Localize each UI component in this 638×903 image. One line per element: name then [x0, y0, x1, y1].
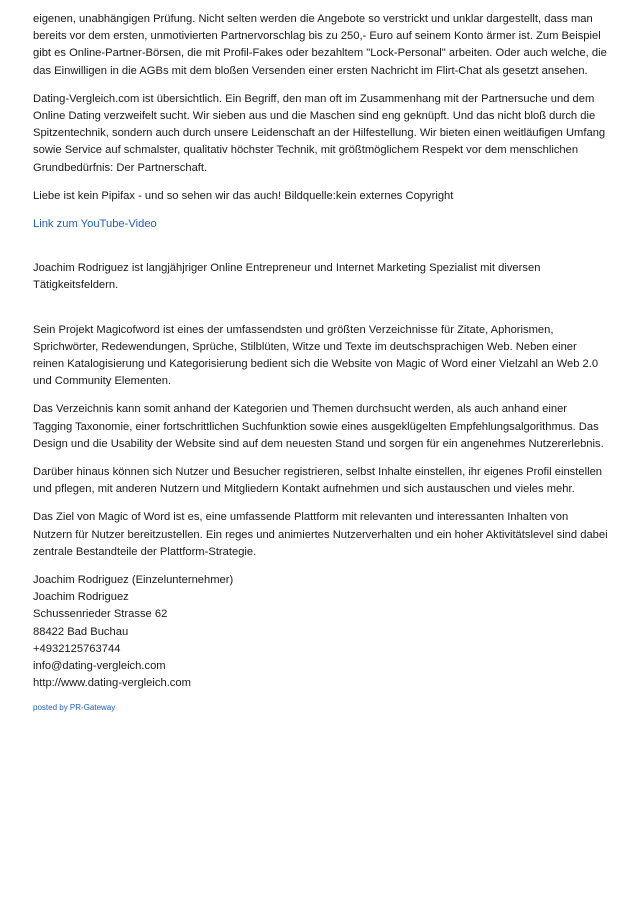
- contact-city: 88422 Bad Buchau: [33, 625, 129, 638]
- youtube-link-paragraph: [33, 216, 608, 233]
- contact-block: [33, 572, 608, 692]
- contact-street: Schussenrieder Strasse 62: [33, 608, 168, 621]
- paragraph-liebe: Liebe ist kein Pipifax - und so sehen wir das auch! Bildquelle:kein externes Copyright: [33, 189, 454, 202]
- paragraph-dating-vergleich: Dating-Vergleich.com ist übersichtlich. Ein Begriff, den man oft im Zusammenhang mit der Partnersuche und dem Online Dating verzweifelt sucht. Wir sieben aus und die Maschen sind eng geknüpft. Und das nicht bloß durch die Spitzentechnik, sondern auch durch unsere Leidenschaft an der Hilfestellung. Wir bieten einen weitläufigen Umfang sowie Service auf schmalster, qualitativ höchster Technik, mit größtmöglichem Respekt vor dem menschlichen Grundbedürfnis: Der Partnerschaft.: [33, 92, 606, 174]
- contact-email: info@dating-vergleich.com: [33, 660, 166, 673]
- posted-by-link[interactable]: posted by PR-Gateway: [33, 702, 116, 712]
- document-page: [33, 11, 608, 714]
- youtube-video-link[interactable]: Link zum YouTube-Video: [33, 218, 157, 231]
- contact-phone: +4932125763744: [33, 642, 121, 655]
- paragraph-magicofword: Sein Projekt Magicofword ist eines der umfassendsten und größten Verzeichnisse für Zitate, Aphorismen, Sprichwörter, Redewendungen, Sprüche, Stilblüten, Witze und Texte im deutschsprachigen Web. Neben einer reinen Katalogisierung und Kategorisierung bedient sich die Website von Magic of Word einer Vielzahl an Web 2.0 und Community Elementen.: [33, 323, 599, 388]
- contact-company: Joachim Rodriguez (Einzelunternehmer): [33, 574, 234, 587]
- paragraph-pruefung: eigenen, unabhängigen Prüfung. Nicht selten werden die Angebote so verstrickt und unklar dargestellt, dass man bereits vor dem ersten, unmotivierten Partnervorschlag bis zu 250,- Euro auf seinem Konto ärmer ist. Zum Beispiel gibt es Online-Partner-Börsen, die mit Profil-Fakes oder bezahltem "Lock-Personal" arbeiten. Oder auch welche, die das Einwilligen in die AGBs mit dem bloßen Versenden einer ersten Nachricht im Flirt-Chat als gesetzt ansehen.: [33, 13, 607, 77]
- paragraph-nutzer: Darüber hinaus können sich Nutzer und Besucher registrieren, selbst Inhalte einstellen, ihr eigenes Profil einstellen und pflegen, mit anderen Nutzern und Mitgliedern Kontakt aufnehmen und sich austauschen und vieles mehr.: [33, 466, 603, 496]
- paragraph-author-bio: Joachim Rodriguez ist langjähjriger Online Entrepreneur und Internet Marketing Spezialist mit diversen Tätigkeitsfeldern.: [33, 262, 541, 292]
- paragraph-verzeichnis: Das Verzeichnis kann somit anhand der Kategorien und Themen durchsucht werden, als auch anhand einer Tagging Taxonomie, einer fortschrittlichen Suchfunktion sowie eines ausgeklügelten Empfehlungsalgorithmus. Das Design und die Usability der Website sind auf dem neuesten Stand und sorgen für ein angenehmes Nutzererlebnis.: [33, 403, 604, 450]
- paragraph-ziel: Das Ziel von Magic of Word ist es, eine umfassende Plattform mit relevanten und interessanten Inhalten von Nutzern für Nutzer bereitzustellen. Ein reges und animiertes Nutzerverhalten und ein hoher Aktivitätslevel sind dabei zentrale Bestandteile der Plattform-Strategie.: [33, 511, 608, 558]
- contact-name: Joachim Rodriguez: [33, 591, 129, 604]
- posted-by-paragraph: [33, 702, 608, 714]
- contact-website: http://www.dating-vergleich.com: [33, 677, 191, 690]
